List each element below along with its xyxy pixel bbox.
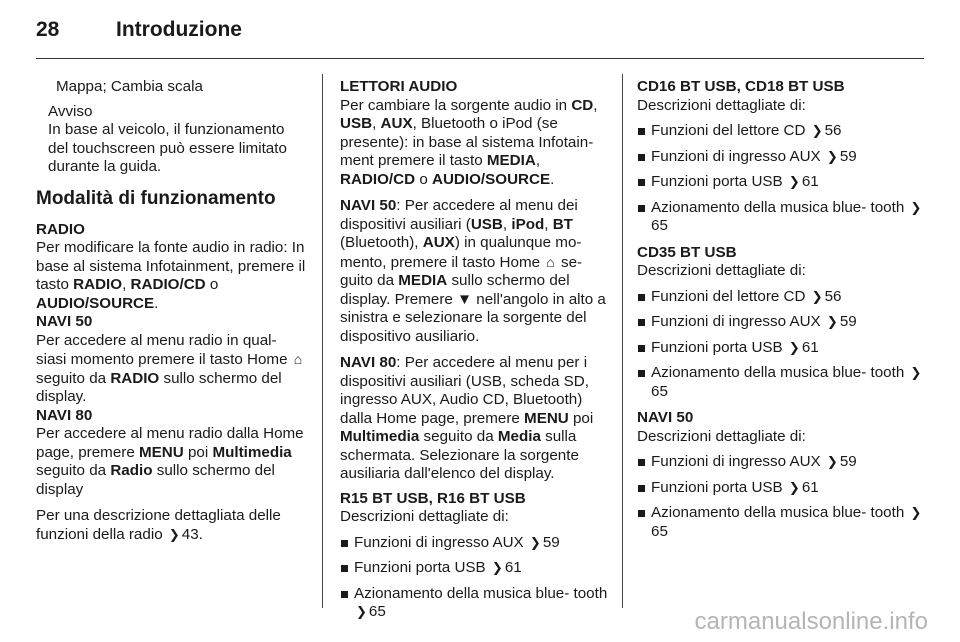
page-ref[interactable]: 59 bbox=[839, 453, 857, 470]
list-item: Azionamento della musica blue- tooth ❯65 bbox=[637, 504, 927, 541]
lettori-heading: LETTORI AUDIO bbox=[340, 78, 458, 95]
page-ref[interactable]: 65 bbox=[651, 217, 668, 234]
page-ref-icon: ❯ bbox=[811, 123, 823, 138]
bullet-square-icon bbox=[638, 319, 645, 326]
bullet-square-icon bbox=[341, 565, 348, 572]
cd16-list bbox=[637, 122, 927, 236]
home-icon: ⌂ bbox=[293, 351, 303, 367]
note-label: Avviso bbox=[48, 102, 93, 120]
header-divider bbox=[36, 58, 924, 59]
page-ref-icon: ❯ bbox=[356, 604, 367, 619]
cd35-heading: CD35 BT USB bbox=[637, 243, 737, 261]
page-ref[interactable]: 56 bbox=[824, 287, 842, 305]
note-text: In base al veicolo, il funzionamento del touchscreen può essere limitato durante la guida. bbox=[48, 121, 287, 175]
cd16-heading: CD16 BT USB, CD18 BT USB bbox=[637, 78, 845, 95]
home-icon: ⌂ bbox=[546, 253, 555, 270]
page-ref[interactable]: 65 bbox=[651, 382, 668, 400]
page-ref-icon: ❯ bbox=[910, 365, 922, 380]
list-item: Funzioni porta USB ❯ 61 bbox=[340, 559, 612, 578]
bullet-square-icon bbox=[638, 459, 645, 466]
page-ref-icon: ❯ bbox=[168, 526, 180, 542]
lettori-text: Per cambiare la sorgente audio in CD, USB, AUX, Bluetooth o iPod (se presente): in base al sistema Infotain- ment premere il tasto MEDIA, RADIO/CD o AUDIO/SOURCE. bbox=[340, 96, 598, 188]
list-item: Funzioni del lettore CD ❯ 56 bbox=[637, 122, 927, 141]
bullet-square-icon bbox=[638, 345, 645, 352]
page-ref-icon: ❯ bbox=[788, 479, 800, 495]
page-ref-icon: ❯ bbox=[788, 339, 800, 355]
cd16-subheading: Descrizioni dettagliate di: bbox=[637, 96, 806, 114]
page-ref[interactable]: 65 bbox=[368, 603, 386, 620]
page-header bbox=[36, 18, 242, 52]
section-heading: Modalità di funzionamento bbox=[36, 187, 276, 209]
navi50-heading: NAVI 50 bbox=[637, 409, 694, 426]
column-3 bbox=[637, 78, 927, 541]
column-divider-1 bbox=[322, 74, 323, 608]
list-item: Azionamento della musica blue- tooth ❯65 bbox=[637, 199, 927, 236]
bullet-square-icon bbox=[638, 510, 645, 517]
bullet-square-icon bbox=[638, 205, 645, 212]
page-ref[interactable]: 43. bbox=[181, 525, 203, 543]
list-item: Funzioni di ingresso AUX ❯ 59 bbox=[637, 313, 927, 332]
column-2 bbox=[340, 78, 612, 622]
page-ref-icon: ❯ bbox=[826, 148, 838, 164]
list-item: Funzioni di ingresso AUX ❯ 59 bbox=[637, 148, 927, 167]
page-ref[interactable]: 61 bbox=[801, 478, 819, 496]
radio-heading: RADIO bbox=[36, 220, 85, 238]
bullet-square-icon bbox=[638, 128, 645, 135]
page-ref-icon: ❯ bbox=[910, 505, 922, 520]
page-ref[interactable]: 61 bbox=[504, 559, 522, 576]
navi50-heading: NAVI 50 bbox=[36, 313, 93, 330]
page-ref[interactable]: 65 bbox=[651, 522, 668, 540]
list-item: Funzioni di ingresso AUX ❯ 59 bbox=[340, 534, 612, 553]
page-title: Introduzione bbox=[116, 18, 242, 41]
cd35-subheading: Descrizioni dettagliate di: bbox=[637, 262, 806, 279]
column-1 bbox=[36, 78, 308, 544]
bullet-square-icon bbox=[638, 179, 645, 186]
page-ref-icon: ❯ bbox=[826, 454, 838, 469]
list-item: Azionamento della musica blue- tooth ❯ 65 bbox=[340, 585, 612, 622]
page-ref[interactable]: 61 bbox=[801, 338, 819, 356]
page-ref-icon: ❯ bbox=[529, 534, 541, 550]
page-ref-icon: ❯ bbox=[491, 560, 503, 575]
bullet-square-icon bbox=[638, 485, 645, 492]
navi80-text: Per accedere al menu radio dalla Home page, premere MENU poi Multimedia seguito da Radio sullo schermo del display bbox=[36, 425, 304, 498]
page-ref-icon: ❯ bbox=[788, 174, 800, 189]
bullet-square-icon bbox=[341, 591, 348, 598]
bullet-square-icon bbox=[341, 540, 348, 547]
page-ref-icon: ❯ bbox=[910, 199, 922, 215]
page-ref[interactable]: 59 bbox=[542, 533, 560, 551]
list-item: Funzioni di ingresso AUX ❯ 59 bbox=[637, 453, 927, 472]
radio-text: Per modificare la fonte audio in radio: In base al sistema Infotainment, premere il tasto RADIO, RADIO/CD o AUDIO/SOURCE. bbox=[36, 239, 306, 312]
page-ref[interactable]: 59 bbox=[839, 313, 857, 330]
page-number: 28 bbox=[36, 18, 60, 41]
r15-subheading: Descrizioni dettagliate di: bbox=[340, 508, 509, 525]
note-box bbox=[36, 103, 308, 177]
list-item: Azionamento della musica blue- tooth ❯65 bbox=[637, 364, 927, 401]
bullet-square-icon bbox=[638, 294, 645, 301]
navi80-paragraph: NAVI 80: Per accedere al menu per i dispositivi ausiliari (USB, scheda SD, ingresso AUX, Audio CD, Bluetooth) dalla Home page, premere MENU poi Multimedia seguito da Media sulla schermata. Selezionare la sorgente ausiliaria dall'elenco del display. bbox=[340, 354, 594, 482]
radio-description: Per una descrizione dettagliata delle funzioni della radio ❯ 43. bbox=[36, 507, 281, 543]
page-ref-icon: ❯ bbox=[826, 314, 838, 329]
navi50-paragraph: NAVI 50: Per accedere al menu dei dispositivi ausiliari (USB, iPod, BT (Bluetooth), AUX) in qualunque mo- mento, premere il tasto Home ⌂ se- guito da MEDIA sullo schermo del display. Premere ▼ nell'angolo in alto a sinistra e selezionare la sorgente del dispositivo ausiliario. bbox=[340, 197, 606, 345]
page-ref[interactable]: 59 bbox=[839, 147, 857, 165]
r15-heading: R15 BT USB, R16 BT USB bbox=[340, 489, 526, 507]
bullet-square-icon bbox=[638, 370, 645, 377]
continued-text: Mappa; Cambia scala bbox=[56, 78, 203, 95]
watermark: carmanualsonline.info bbox=[694, 608, 928, 635]
navi50-subheading: Descrizioni dettagliate di: bbox=[637, 427, 806, 445]
bullet-square-icon bbox=[638, 154, 645, 161]
page-ref[interactable]: 61 bbox=[801, 173, 819, 190]
navi80-heading: NAVI 80 bbox=[36, 406, 93, 424]
list-item: Funzioni porta USB ❯ 61 bbox=[637, 173, 927, 192]
list-item: Funzioni porta USB ❯ 61 bbox=[637, 479, 927, 498]
navi50-list bbox=[637, 453, 927, 541]
cd35-list bbox=[637, 288, 927, 402]
list-item: Funzioni porta USB ❯ 61 bbox=[637, 339, 927, 358]
page-ref-icon: ❯ bbox=[811, 288, 823, 304]
page-ref[interactable]: 56 bbox=[824, 122, 842, 139]
r15-list bbox=[340, 534, 612, 622]
navi50-text: Per accedere al menu radio in qual- siasi momento premere il tasto Home ⌂ seguito da RADIO sullo schermo del display. bbox=[36, 331, 303, 405]
list-item: Funzioni del lettore CD ❯ 56 bbox=[637, 288, 927, 307]
column-divider-2 bbox=[622, 74, 623, 608]
